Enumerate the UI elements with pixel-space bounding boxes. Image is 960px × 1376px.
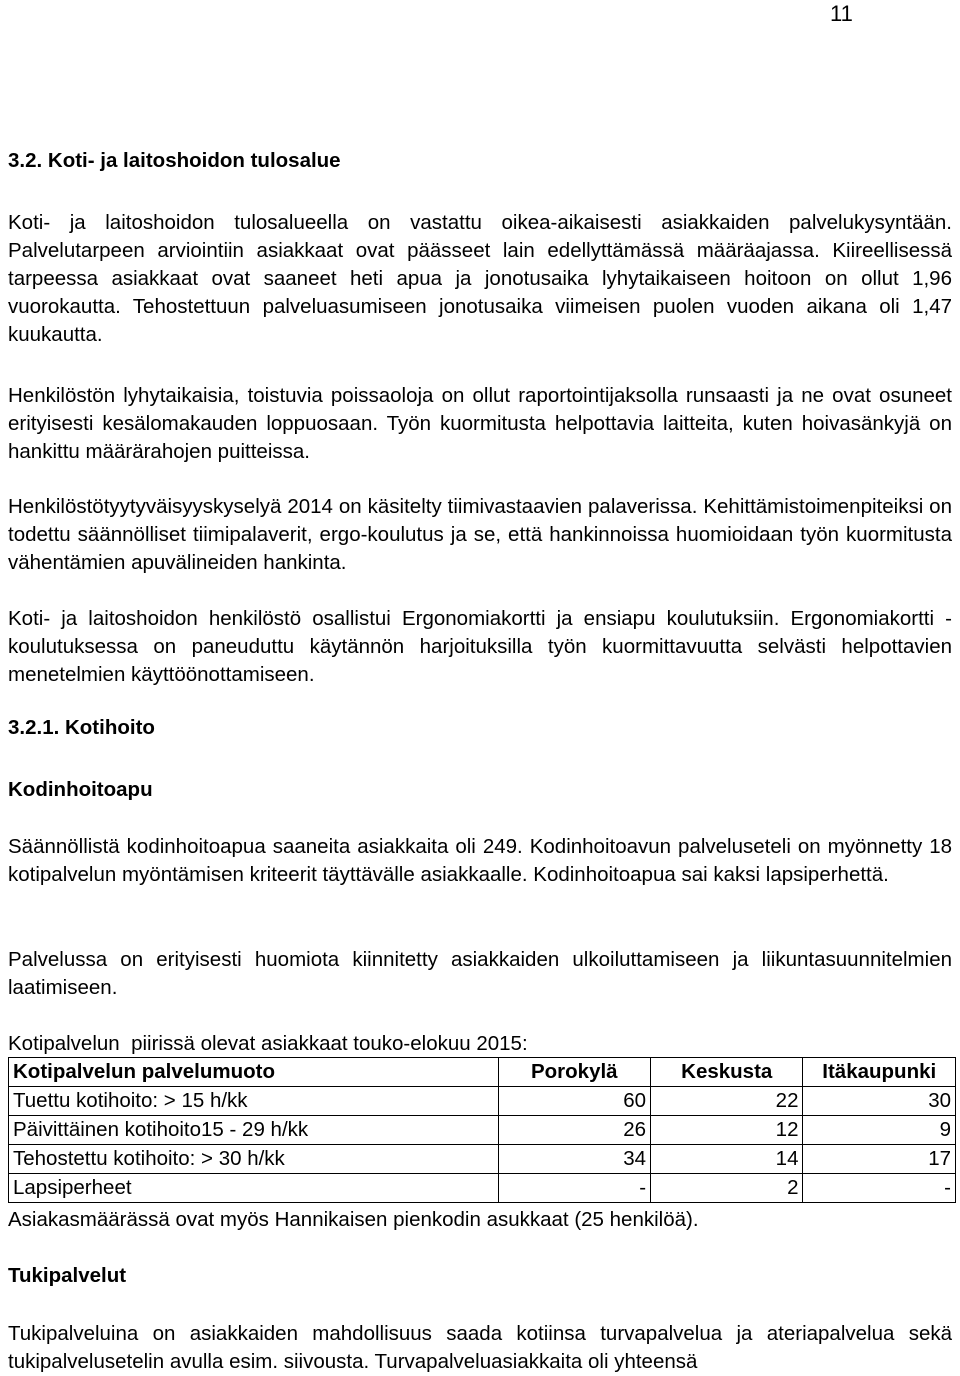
table-header-cell: Keskusta [651,1058,803,1087]
table-row [9,1145,956,1174]
table-row [9,1087,956,1116]
table-header-cell: Itäkaupunki [803,1058,956,1087]
tukipalvelut-paragraph: Tukipalveluina on asiakkaiden mahdollisuus saada kotiinsa turvapalvelua ja ateriapalvelua sekä tukipalvelusetelin avulla esim. siivousta. Turvapalveluasiakkaita oli yhteensä [8,1322,952,1373]
table-cell: 12 [651,1116,803,1145]
table-header-cell: Kotipalvelun palvelumuoto [9,1058,499,1087]
table-row [9,1174,956,1203]
intro-paragraph-3: Henkilöstötyytyväisyyskyselyä 2014 on käsitelty tiimivastaavien palaverissa. Kehittämistoimenpiteiksi on todettu säännölliset tiimipalaverit, ergo-koulutus ja se, että hankinnoissa huomioidaan työn kuormitusta vähentämien apuvälineiden hankinta. [8,495,952,574]
table-cell: Tuettu kotihoito: > 15 h/kk [9,1087,499,1116]
table-cell: 60 [498,1087,650,1116]
table-cell: Lapsiperheet [9,1174,499,1203]
intro-paragraph-4: Koti- ja laitoshoidon henkilöstö osallistui Ergonomiakortti ja ensiapu koulutuksiin. Ergonomiakortti -koulutuksessa on paneuduttu käytännön harjoituksilla työn kuormittavuutta selvästi helpottavien menetelmien käyttöönottamiseen. [8,607,952,686]
intro-paragraph-1: Koti- ja laitoshoidon tulosalueella on vastattu oikea-aikaisesti asiakkaiden palvelukysyntään. Palvelutarpeen arviointiin asiakkaat ovat päässeet lain edellyttämässä määräajassa. Kiireellisessä tarpeessa asiakkaat ovat saaneet heti apua ja jonotusaika lyhytaikaiseen hoitoon on ollut 1,96 vuorokautta. Tehostettuun palveluasumiseen jonotusaika viimeisen puolen vuoden aikana oli 1,47 kuukautta. [8,211,952,346]
table-cell: 17 [803,1145,956,1174]
table-header-row [9,1058,956,1087]
table-header-cell: Porokylä [498,1058,650,1087]
kodinhoitoapu-paragraph-2: Palvelussa on erityisesti huomiota kiinnitetty asiakkaiden ulkoiluttamiseen ja liikuntasuunnitelmien laatimiseen. [8,948,952,999]
table-cell: 2 [651,1174,803,1203]
subsection-heading: 3.2.1. Kotihoito [8,716,155,739]
tukipalvelut-heading: Tukipalvelut [8,1264,127,1287]
table-cell: 30 [803,1087,956,1116]
intro-paragraph-2: Henkilöstön lyhytaikaisia, toistuvia poissaoloja on ollut raportointijaksolla runsaasti ja ne ovat osuneet erityisesti kesälomakauden loppuosaan. Työn kuormitusta helpottavia laitteita, kuten hoivasänkyjä on hankittu määrärahojen puitteissa. [8,384,952,463]
clients-table [8,1057,956,1203]
kodinhoitoapu-heading: Kodinhoitoapu [8,778,153,801]
table-note: Asiakasmäärässä ovat myös Hannikaisen pienkodin asukkaat (25 henkilöä). [8,1208,699,1231]
table-cell: 14 [651,1145,803,1174]
table-cell: 22 [651,1087,803,1116]
section-heading: 3.2. Koti- ja laitoshoidon tulosalue [8,149,341,172]
table-cell: Tehostettu kotihoito: > 30 h/kk [9,1145,499,1174]
table-cell: Päivittäinen kotihoito15 - 29 h/kk [9,1116,499,1145]
table-row [9,1116,956,1145]
page-number: 11 [830,1,853,26]
table-caption: Kotipalvelun piirissä olevat asiakkaat touko-elokuu 2015: [8,1032,528,1055]
kodinhoitoapu-paragraph-1: Säännöllistä kodinhoitoapua saaneita asiakkaita oli 249. Kodinhoitoavun palveluseteli on myönnetty 18 kotipalvelun myöntämisen kriteerit täyttävälle asiakkaalle. Kodinhoitoapua sai kaksi lapsiperhettä. [8,835,952,886]
table-cell: 26 [498,1116,650,1145]
table-cell: - [803,1174,956,1203]
table-cell: - [498,1174,650,1203]
table-cell: 9 [803,1116,956,1145]
table-cell: 34 [498,1145,650,1174]
